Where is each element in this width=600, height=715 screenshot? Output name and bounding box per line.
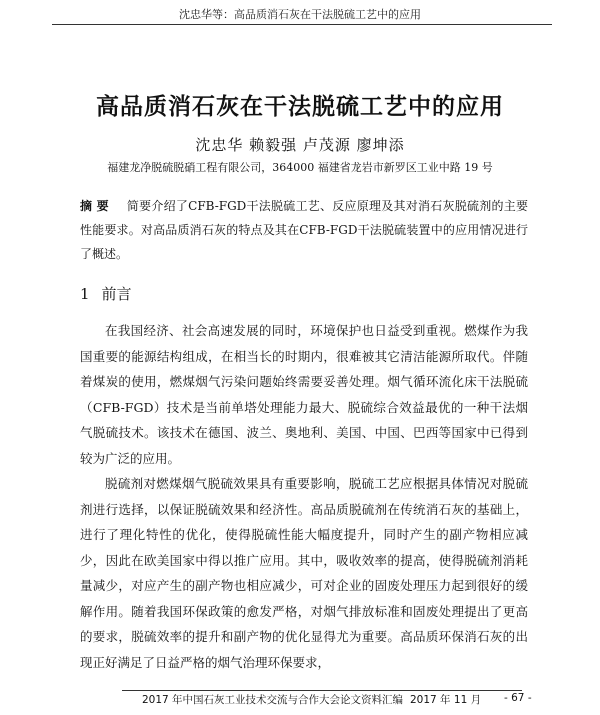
author-affiliation: 福建龙净脱硫脱硝工程有限公司，364000 福建省龙岩市新罗区工业中路 19 号 <box>107 161 493 174</box>
page-number: - 67 - <box>504 692 532 704</box>
body-paragraph: 脱硫剂对燃煤烟气脱硫效果具有重要影响，脱硫工艺应根据具体情况对脱硫剂进行选择，以保证脱硫效果和经济性。高品质脱硫剂在传统消石灰的基础上，进行了理化特性的优化，使得脱硫性能大幅度提升，同时产生的副产物相应减少，因此在欧美国家中得以推广应用。其中，吸收效率的提高，使得脱硫剂消耗量减少，对应产生的副产物也相应减少，可对企业的固废处理压力起到很好的缓解作用。随着我国环保政策的愈发严格，对烟气排放标准和固废处理提出了更高的要求，脱硫效率的提升和副产物的优化显得尤为重要。高品质环保消石灰的出现正好满足了日益严格的烟气治理环保要求， <box>80 476 528 670</box>
section-number: 1 <box>80 285 90 303</box>
author-list: 沈忠华 赖毅强 卢茂源 廖坤添 <box>195 136 405 154</box>
abstract-label: 摘 要 <box>80 199 109 213</box>
body-paragraph: 在我国经济、社会高速发展的同时，环境保护也日益受到重视。燃煤作为我国重要的能源结构组成，在相当长的时期内，很难被其它清洁能源所取代。伴随着煤炭的使用，燃煤烟气污染问题始终需要妥善处理。烟气循环流化床干法脱硫（CFB-FGD）技术是当前单塔处理能力最大、脱硫综合效益最优的一种干法烟气脱硫技术。该技术在德国、波兰、奥地利、美国、中国、巴西等国家中已得到较为广泛的应用。 <box>80 323 528 466</box>
footer-source: 2017 年中国石灰工业技术交流与合作大会论文资料汇编 <box>142 694 404 706</box>
abstract <box>80 194 528 266</box>
article-title: 高品质消石灰在干法脱硫工艺中的应用 <box>96 94 504 120</box>
footer-date: 2017 年 11 月 <box>410 694 482 706</box>
abstract-text: 简要介绍了CFB-FGD干法脱硫工艺、反应原理及其对消石灰脱硫剂的主要性能要求。对高品质消石灰的特点及其在CFB-FGD干法脱硫装置中的应用情况进行了概述。 <box>80 199 528 261</box>
section-heading <box>80 283 132 304</box>
footer-rule <box>122 690 522 691</box>
body-text <box>80 318 528 675</box>
running-head: 沈忠华等：高品质消石灰在干法脱硫工艺中的应用 <box>179 8 421 21</box>
section-title: 前言 <box>101 285 132 303</box>
header-rule <box>52 24 552 25</box>
page-footer <box>0 692 600 708</box>
